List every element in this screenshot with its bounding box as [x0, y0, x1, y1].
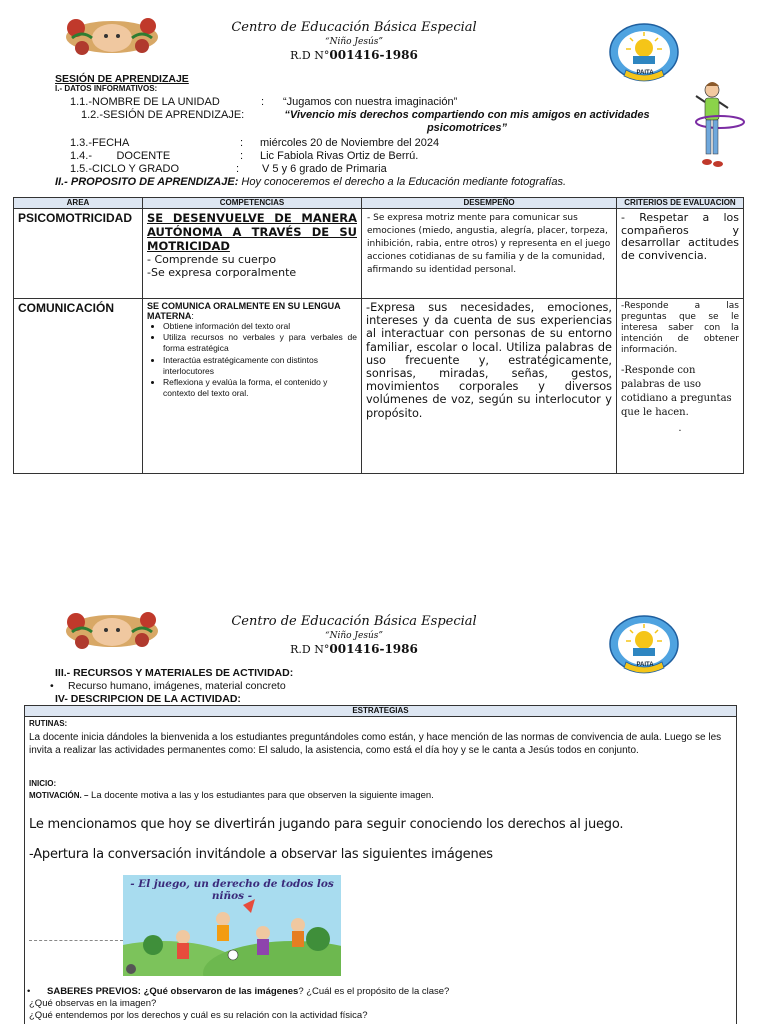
session-label: 1.2.-SESIÓN DE APRENDIZAJE: — [81, 109, 245, 121]
list-item: • Reflexiona y evalúa la forma, el contenido y contexto del texto oral. — [163, 377, 357, 399]
image-caption: - El juego, un derecho de todos los niños - — [130, 878, 334, 902]
school-seal-right — [606, 22, 686, 102]
list-item: • Utiliza recursos no verbales y para verbales de forma estratégica — [163, 332, 357, 354]
table-row-psicomotricidad — [14, 209, 744, 299]
strategies-table — [24, 705, 737, 1024]
criteria-cell — [617, 209, 744, 299]
capacity-list — [143, 321, 361, 399]
date-label: 1.3.-FECHA — [70, 137, 130, 149]
image-guide-line — [29, 940, 123, 941]
competence-title: SE COMUNICA ORALMENTE EN SU LENGUA MATERNA: — [147, 301, 341, 321]
motivation-line: MOTIVACIÓN. – La docente motiva a las y los estudiantes para que observen la siguiente imagen. — [29, 790, 434, 801]
competency-table — [13, 197, 744, 474]
question-item: ¿Qué observas en la imagen? — [29, 998, 157, 1009]
area-cell: COMUNICACIÓN — [14, 299, 143, 474]
capacity-item: - Comprende su cuerpo — [147, 253, 277, 266]
header-performance: DESEMPEÑO — [362, 198, 617, 209]
resources-title: III.- RECURSOS Y MATERIALES DE ACTIVIDAD: — [55, 667, 294, 679]
list-item: • Interactúa estratégicamente con distintos interlocutores — [163, 355, 357, 377]
strategies-header: ESTRATEGIAS — [25, 706, 736, 717]
unit-value: “Jugamos con nuestra imaginación” — [283, 96, 458, 108]
criteria-cell — [617, 299, 744, 474]
school-rd: R.D N°001416-1986 — [290, 642, 418, 656]
school-subtitle: “Niño Jesús” — [325, 37, 383, 47]
competence-cell — [143, 209, 362, 299]
seal-text: PAITA — [636, 70, 654, 76]
teacher-colon: : — [240, 150, 244, 162]
header-criteria: CRITERIOS DE EVALUACION — [617, 198, 744, 209]
unit-label: 1.1.-NOMBRE DE LA UNIDAD — [70, 96, 220, 108]
school-name: Centro de Educación Básica Especial — [231, 20, 477, 35]
criteria-text: -Responde a las preguntas que se le interesa saber con la intención de obtener información. — [621, 301, 739, 355]
school-seal-right — [606, 614, 686, 694]
table-row-comunicacion — [14, 299, 744, 474]
unit-colon: : — [261, 96, 265, 108]
performance-text: - Se expresa motriz mente para comunicar sus emociones (miedo, angustia, alegría, placer, torpeza, inhibición, rabia, entre otros) y representa en el juego acciones cotidianas de su familia y de la comunidad, afirmando su identidad personal. — [367, 213, 611, 275]
criteria-text: -Responde con palabras de uso cotidiano a preguntas que le hacen. — [621, 365, 732, 418]
section-data-title: I.- DATOS INFORMATIVOS: — [55, 84, 158, 93]
description-title: IV- DESCRIPCION DE LA ACTIVIDAD: — [55, 693, 241, 705]
rutinas-text: La docente inicia dándoles la bienvenida a los estudiantes preguntándoles como están, y hace mención de las normas de convivencia de aula. Luego se les invita a realizar las actividades permanentes como: El saludo, la asistencia, como está el día hoy y se le canta a Jesús todos en conjunto. — [29, 732, 722, 756]
motivation-big-line: Le mencionamos que hoy se divertirán jugando para seguir conociendo los derechos al juego. — [29, 817, 624, 832]
performance-cell — [362, 209, 617, 299]
criteria-text: . — [678, 423, 682, 434]
school-logo-left — [62, 610, 162, 652]
question-item: ¿Qué entendemos por los derechos y cuál es su relación con la actividad física? — [29, 1010, 368, 1021]
session-title: SESIÓN DE APRENDIZAJE — [55, 73, 189, 85]
purpose-line: II.- PROPOSITO DE APRENDIZAJE: Hoy conoceremos el derecho a la Educación mediante fotografías. — [55, 176, 567, 188]
rutinas-label: RUTINAS: — [29, 719, 68, 728]
session-value: “Vivencio mis derechos compartiendo con mis amigos en actividades psicomotrices” — [284, 109, 650, 134]
cycle-value: V 5 y 6 grado de Primaria — [262, 163, 387, 175]
header-area: AREA — [14, 198, 143, 209]
competence-cell — [143, 299, 362, 474]
cycle-colon: : — [236, 163, 240, 175]
date-value: miércoles 20 de Noviembre del 2024 — [260, 137, 440, 149]
cycle-label: 1.5.-CICLO Y GRADO — [70, 163, 180, 175]
school-logo-left — [62, 16, 162, 58]
bullet-icon: • — [27, 986, 31, 997]
capacity-item: -Se expresa corporalmente — [147, 266, 297, 279]
list-item: • Obtiene información del texto oral — [163, 321, 357, 332]
saberes-line: • SABERES PREVIOS: ¿Qué observaron de las imágenes? ¿Cuál es el propósito de la clase? — [27, 986, 450, 997]
criteria-text: - Respetar a los compañeros y desarrollar actitudes de convivencia. — [621, 211, 739, 262]
school-subtitle: “Niño Jesús” — [325, 631, 383, 641]
child-hula-hoop-illustration — [690, 80, 750, 172]
school-name: Centro de Educación Básica Especial — [231, 614, 477, 629]
teacher-label: 1.4.- DOCENTE — [70, 150, 171, 162]
resources-item: • Recurso humano, imágenes, material concreto — [50, 680, 286, 692]
performance-text: -Expresa sus necesidades, emociones, intereses y da cuenta de sus experiencias al interactuar con personas de su entorno familiar, escolar o local. Utiliza palabras de uso frecuente y, estratégicamente, sonrisas, miradas, señas, gestos, movimientos corporales y diversos volúmenes de voz, según su interlocutor y propósito. — [366, 301, 612, 420]
performance-cell — [362, 299, 617, 474]
date-colon: : — [240, 137, 244, 149]
inicio-label: INICIO: — [29, 779, 57, 788]
school-rd: R.D N°001416-1986 — [290, 48, 418, 62]
conversation-big-line: -Apertura la conversación invitándole a observar las siguientes imágenes — [29, 847, 493, 862]
teacher-value: Lic Fabiola Rivas Ortiz de Berrú. — [260, 150, 419, 162]
table-header-row — [14, 198, 744, 209]
seal-text: PAITA — [636, 662, 654, 668]
area-cell: PSICOMOTRICIDAD — [14, 209, 143, 299]
header-competencies: COMPETENCIAS — [143, 198, 362, 209]
competence-title: SE DESENVUELVE DE MANERA AUTÓNOMA A TRAVÉS DE SU MOTRICIDAD — [147, 211, 357, 253]
bullet-icon: • — [50, 680, 54, 692]
children-playing-image — [123, 875, 341, 976]
